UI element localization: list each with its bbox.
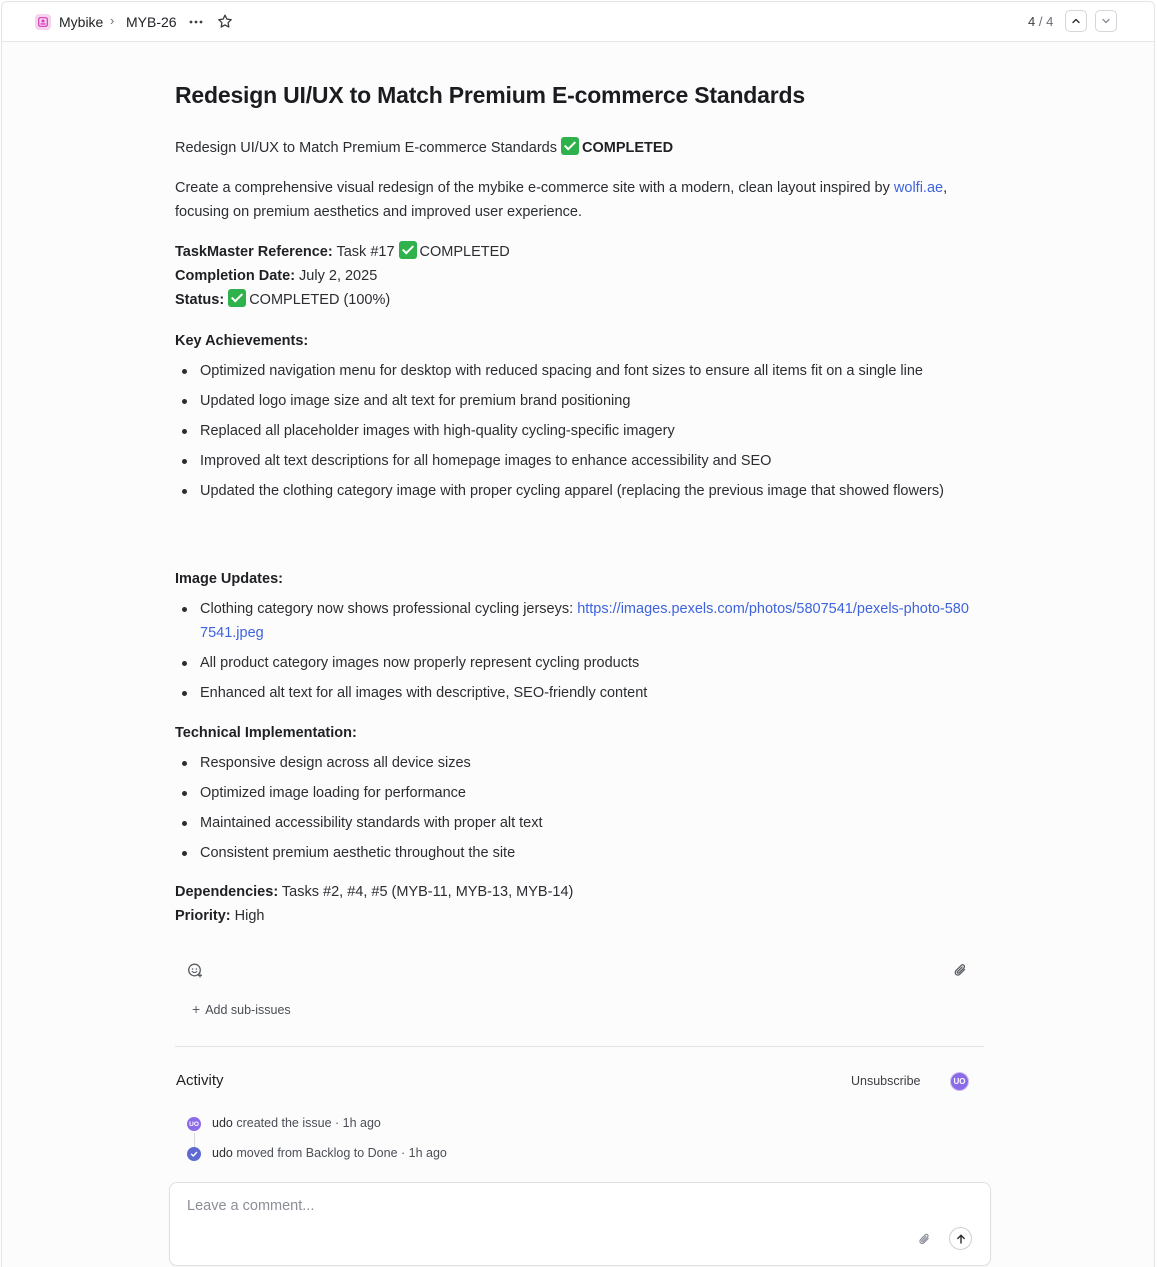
description (175, 176, 975, 224)
activity-event (212, 1146, 447, 1160)
pager-current: 4 (1028, 14, 1036, 29)
pager-separator: / (1035, 14, 1047, 29)
list-item-text: Clothing category now shows professional cycling jerseys: (200, 601, 578, 617)
status-label: Status: (175, 292, 225, 308)
divider (175, 1046, 984, 1047)
list-item: All product category images now properly represent cycling products (175, 651, 975, 675)
top-bar (2, 2, 1154, 42)
priority-label: Priority: (175, 908, 231, 924)
summary-line (175, 136, 673, 160)
event-time[interactable]: 1h ago (408, 1146, 447, 1160)
image-updates-list (175, 597, 975, 711)
completion-date-value: July 2, 2025 (295, 268, 378, 284)
event-text: moved from Backlog to Done (232, 1146, 398, 1160)
add-sub-issues-label: Add sub-issues (205, 1003, 291, 1017)
list-item (175, 597, 975, 645)
technical-heading: Technical Implementation: (175, 725, 357, 741)
reference-line (175, 240, 510, 264)
priority-value: High (230, 908, 265, 924)
status-line (175, 288, 390, 312)
wolfi-link[interactable]: wolfi.ae (893, 180, 944, 196)
list-item: Responsive design across all device sizes (175, 751, 975, 775)
event-user[interactable]: udo (212, 1146, 233, 1160)
chevron-up-icon (1070, 15, 1082, 27)
completion-date-line (175, 264, 377, 288)
previous-issue-button[interactable] (1065, 10, 1087, 32)
list-item: Maintained accessibility standards with proper alt text (175, 811, 975, 835)
event-separator: · (397, 1146, 409, 1160)
emoji-reaction-icon[interactable] (186, 961, 204, 979)
dependencies-value: Tasks #2, #4, #5 (MYB-11, MYB-13, MYB-14) (278, 884, 574, 900)
issue-pager (1028, 14, 1053, 29)
check-icon (561, 137, 579, 155)
activity-title: Activity (176, 1072, 224, 1089)
star-icon[interactable] (216, 12, 234, 32)
comment-box (169, 1182, 991, 1266)
reference-status: COMPLETED (419, 244, 510, 260)
event-text: created the issue (232, 1116, 332, 1130)
summary-text: Redesign UI/UX to Match Premium E-commerce Standards (175, 140, 557, 156)
send-comment-button[interactable] (949, 1227, 972, 1250)
paperclip-icon[interactable] (917, 1231, 933, 1247)
image-updates-heading: Image Updates: (175, 571, 283, 587)
list-item: Optimized image loading for performance (175, 781, 975, 805)
avatar: UO (187, 1117, 201, 1131)
paperclip-icon[interactable] (952, 961, 970, 979)
event-time[interactable]: 1h ago (342, 1116, 381, 1130)
arrow-up-icon (955, 1233, 967, 1245)
breadcrumb-issue-id[interactable]: MYB-26 (126, 14, 177, 30)
pexels-link[interactable]: https://images.pexels.com/photos/5807541/pexels-photo-5807541.jpeg (200, 601, 969, 641)
timeline-connector (194, 1133, 195, 1147)
summary-status: COMPLETED (582, 140, 674, 156)
pager-total: 4 (1046, 14, 1054, 29)
event-user[interactable]: udo (212, 1116, 233, 1130)
issue-title[interactable]: Redesign UI/UX to Match Premium E-commerce Standards (175, 82, 805, 108)
description-text-1: Create a comprehensive visual redesign of the mybike e-commerce site with a modern, clean layout inspired by (175, 180, 894, 196)
status-value: COMPLETED (100%) (249, 292, 391, 308)
list-item: Consistent premium aesthetic throughout the site (175, 841, 975, 865)
list-item: Updated logo image size and alt text for premium brand positioning (175, 389, 975, 413)
reference-value: Task #17 (332, 244, 399, 260)
technical-list (175, 751, 975, 871)
list-item: Replaced all placeholder images with high-quality cycling-specific imagery (175, 419, 975, 443)
list-item: Enhanced alt text for all images with descriptive, SEO-friendly content (175, 681, 975, 705)
unsubscribe-button[interactable]: Unsubscribe (851, 1074, 921, 1088)
check-icon (399, 241, 417, 259)
done-status-icon (187, 1147, 201, 1161)
chevron-down-icon (1100, 15, 1112, 27)
list-item: Updated the clothing category image with proper cycling apparel (replacing the previous image that showed flowers) (175, 479, 975, 503)
reference-label: TaskMaster Reference: (175, 244, 333, 260)
completion-date-label: Completion Date: (175, 268, 296, 284)
project-icon[interactable] (35, 14, 51, 30)
list-item: Optimized navigation menu for desktop with reduced spacing and font sizes to ensure all items fit on a single line (175, 359, 975, 383)
priority-line (175, 904, 264, 928)
breadcrumb-separator: › (110, 13, 115, 28)
breadcrumb-project[interactable]: Mybike (59, 14, 104, 30)
check-icon (228, 289, 246, 307)
avatar[interactable]: UO (950, 1072, 969, 1091)
event-separator: · (331, 1116, 343, 1130)
achievements-heading: Key Achievements: (175, 333, 309, 349)
description-text-2: , focusing on premium aesthetics and improved user experience. (175, 180, 948, 220)
dependencies-label: Dependencies: (175, 884, 279, 900)
more-icon[interactable] (187, 12, 205, 32)
dependencies-line (175, 880, 573, 904)
plus-icon: + (192, 1001, 201, 1017)
achievements-list (175, 359, 975, 509)
add-sub-issues-button[interactable] (192, 1001, 291, 1017)
activity-event (212, 1116, 381, 1130)
next-issue-button[interactable] (1095, 10, 1117, 32)
issue-window (1, 1, 1155, 1267)
comment-input[interactable] (185, 1197, 889, 1215)
list-item: Improved alt text descriptions for all homepage images to enhance accessibility and SEO (175, 449, 975, 473)
